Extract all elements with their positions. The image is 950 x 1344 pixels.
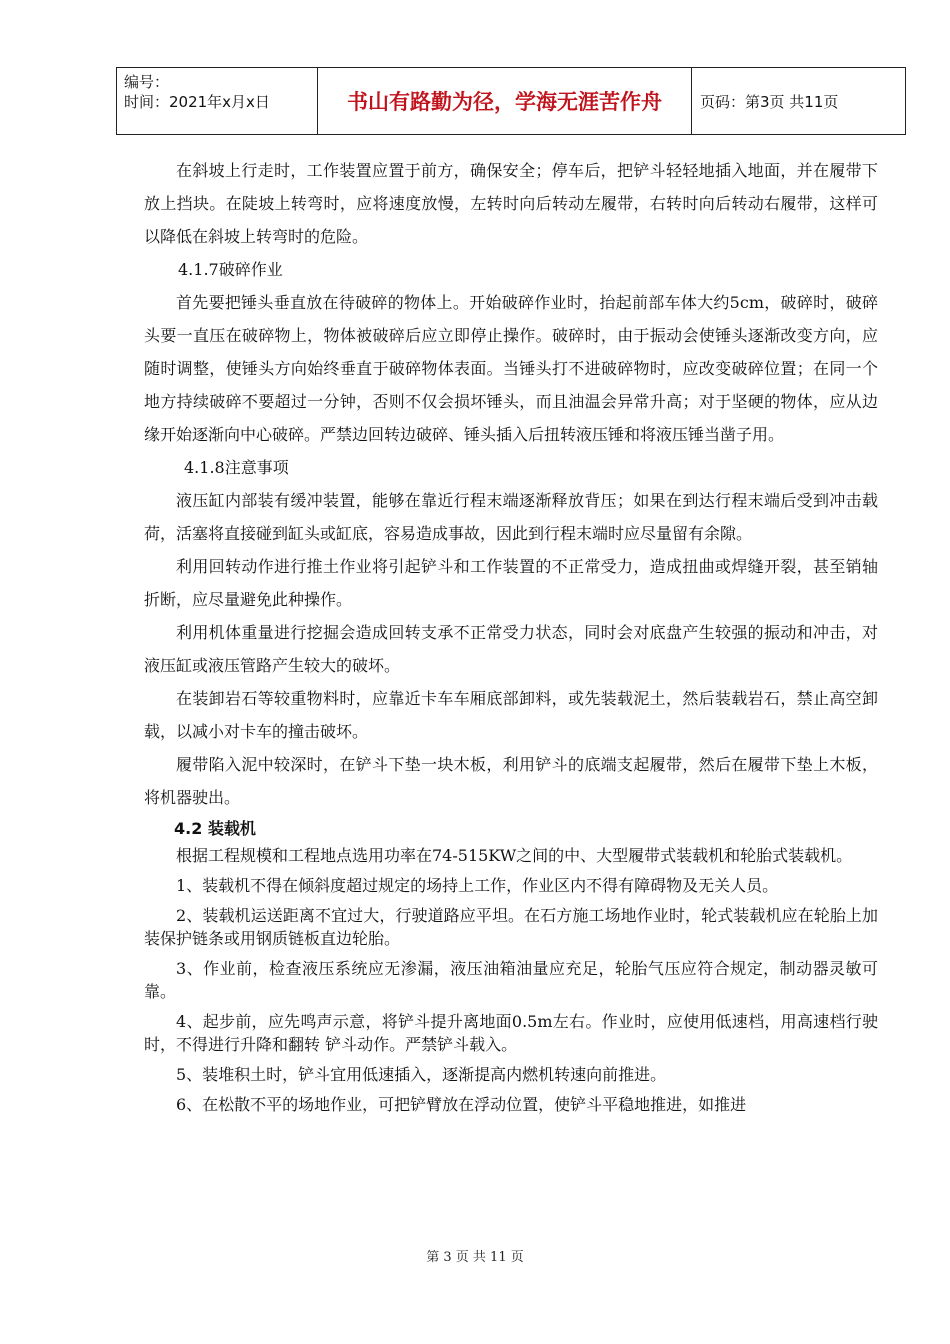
paragraph: 首先要把锤头垂直放在待破碎的物体上。开始破碎作业时，抬起前部车体大约5cm，破碎时，破碎头要一直压在破碎物上，物体被破碎后应立即停止操作。破碎时，由于振动会使锤头逐渐改变方向，应随时调整，使锤头方向始终垂直于破碎物体表面。当锤头打不进破碎物时，应改变破碎位置；在同一个地方持续破碎不要超过一分钟，否则不仅会损坏锤头，而且油温会异常升高；对于坚硬的物体，应从边缘开始逐渐向中心破碎。严禁边回转边破碎、锤头插入后扭转液压锤和将液压锤当凿子用。 (144, 293, 878, 444)
section-heading-4-2: 4.2 装载机 (174, 819, 256, 838)
header-motto: 书山有路勤为径，学海无涯苦作舟 (318, 68, 692, 134)
list-item: 3、作业前，检查液压系统应无渗漏，液压油箱油量应充足，轮胎气压应符合规定，制动器灵敏可靠。 (144, 959, 878, 1001)
list-item: 5、装堆积土时，铲斗宜用低速插入，逐渐提高内燃机转速向前推进。 (176, 1065, 667, 1084)
header-page-info: 页码：第3页 共11页 (700, 92, 839, 111)
list-item: 1、装载机不得在倾斜度超过规定的场持上工作，作业区内不得有障碍物及无关人员。 (176, 876, 779, 895)
section-heading-4-1-8: 4.1.8注意事项 (184, 458, 289, 477)
paragraph: 履带陷入泥中较深时，在铲斗下垫一块木板，利用铲斗的底端支起履带，然后在履带下垫上木板，将机器驶出。 (144, 755, 878, 807)
paragraph: 利用机体重量进行挖掘会造成回转支承不正常受力状态，同时会对底盘产生较强的振动和冲击，对液压缸或液压管路产生较大的破坏。 (144, 623, 878, 675)
paragraph: 液压缸内部装有缓冲装置，能够在靠近行程末端逐渐释放背压；如果在到达行程末端后受到冲击载荷，活塞将直接碰到缸头或缸底，容易造成事故，因此到行程末端时应尽量留有余隙。 (144, 491, 878, 543)
list-item: 2、装载机运送距离不宜过大，行驶道路应平坦。在石方施工场地作业时，轮式装载机应在轮胎上加装保护链条或用钢质链板直边轮胎。 (144, 906, 878, 948)
time-label: 时间：2021年x月x日 (124, 93, 270, 111)
document-body (144, 154, 878, 1123)
page-footer: 第 3 页 共 11 页 (426, 1250, 524, 1265)
paragraph: 在斜坡上行走时，工作装置应置于前方，确保安全；停车后，把铲斗轻轻地插入地面，并在履带下放上挡块。在陡坡上转弯时，应将速度放慢，左转时向后转动左履带，右转时向后转动右履带，这样可以降低在斜坡上转弯时的危险。 (144, 161, 878, 246)
list-item: 6、在松散不平的场地作业，可把铲臂放在浮动位置，使铲斗平稳地推进，如推进 (176, 1095, 747, 1114)
header-meta (117, 68, 318, 134)
list-item: 4、起步前，应先鸣声示意，将铲斗提升离地面0.5m左右。作业时，应使用低速档，用高速档行驶时，不得进行升降和翻转 铲斗动作。严禁铲斗载入。 (144, 1012, 878, 1054)
paragraph: 在装卸岩石等较重物料时，应靠近卡车车厢底部卸料，或先装载泥土，然后装载岩石，禁止高空卸载，以减小对卡车的撞击破坏。 (144, 689, 878, 741)
paragraph: 根据工程规模和工程地点选用功率在74-515KW之间的中、大型履带式装载机和轮胎式装载机。 (176, 846, 853, 865)
paragraph: 利用回转动作进行推土作业将引起铲斗和工作装置的不正常受力，造成扭曲或焊缝开裂，甚至销轴折断，应尽量避免此种操作。 (144, 557, 878, 609)
section-heading-4-1-7: 4.1.7破碎作业 (178, 260, 283, 279)
number-label: 编号： (124, 73, 170, 91)
page-header (116, 67, 906, 135)
